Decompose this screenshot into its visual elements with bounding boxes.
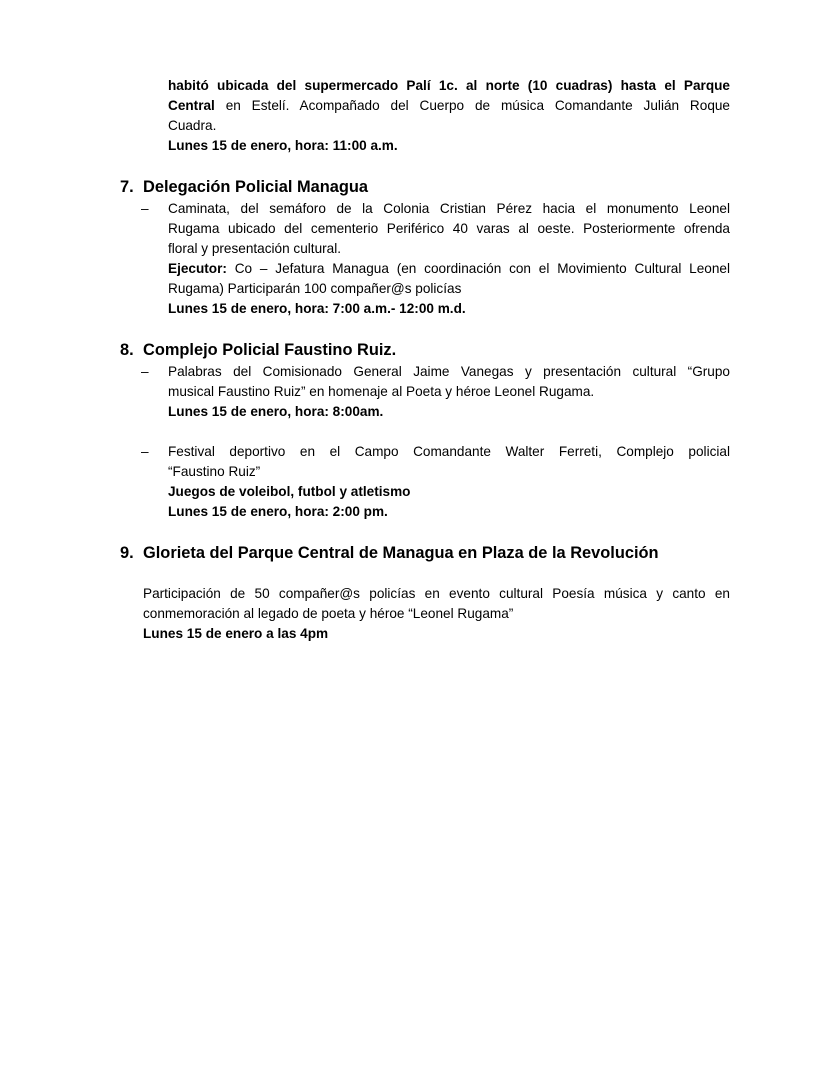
section-8-item-2-bullet: – xyxy=(141,444,149,459)
section-8-title: Complejo Policial Faustino Ruiz. xyxy=(143,341,397,359)
section-7-heading xyxy=(120,176,368,198)
section-8-item-1-bullet: – xyxy=(141,364,149,379)
section-8-item-1-line-2: musical Faustino Ruiz” en homenaje al Poeta y héroe Leonel Rugama. xyxy=(168,384,595,399)
continuation-line-2-bold: Central xyxy=(168,98,215,113)
section-8-item-1 xyxy=(168,362,730,422)
section-7-item-1-line-3: floral y presentación cultural. xyxy=(168,241,342,256)
section-9-line-2: conmemoración al legado de poeta y héroe “Leonel Rugama” xyxy=(143,606,514,621)
section-9-title: Glorieta del Parque Central de Managua en Plaza de la Revolución xyxy=(143,544,659,562)
section-9-date: Lunes 15 de enero a las 4pm xyxy=(143,626,329,641)
section-8-item-2-activities: Juegos de voleibol, futbol y atletismo xyxy=(168,484,411,499)
section-7-title: Delegación Policial Managua xyxy=(143,178,368,196)
section-8-item-2-line-1: Festival deportivo en el Campo Comandante Walter Ferreti, Complejo policial xyxy=(168,444,730,459)
section-7-item-1 xyxy=(168,199,730,319)
section-8-item-1-line-1: Palabras del Comisionado General Jaime Vanegas y presentación cultural “Grupo xyxy=(168,364,730,379)
section-8-item-2 xyxy=(168,442,730,522)
section-7-date: Lunes 15 de enero, hora: 7:00 a.m.- 12:00 m.d. xyxy=(168,301,466,316)
section-7-item-1-line-1: Caminata, del semáforo de la Colonia Cristian Pérez hacia el monumento Leonel xyxy=(168,201,730,216)
section-7-executor-text: Co – Jefatura Managua (en coordinación con el Movimiento Cultural Leonel xyxy=(226,261,730,276)
section-8-number: 8. xyxy=(120,341,134,359)
section-9-line-1: Participación de 50 compañer@s policías en evento cultural Poesía música y canto en xyxy=(143,586,730,601)
continuation-line-2-rest: en Estelí. Acompañado del Cuerpo de música Comandante Julián Roque xyxy=(214,98,730,113)
section-9-number: 9. xyxy=(120,544,134,562)
continuation-block xyxy=(168,76,730,156)
section-8-item-2-date: Lunes 15 de enero, hora: 2:00 pm. xyxy=(168,504,388,519)
section-8-heading xyxy=(120,339,396,361)
continuation-date: Lunes 15 de enero, hora: 11:00 a.m. xyxy=(168,138,398,153)
section-9-paragraph xyxy=(143,584,730,644)
continuation-line-3: Cuadra. xyxy=(168,118,217,133)
section-7-executor-line-2: Rugama) Participarán 100 compañer@s policías xyxy=(168,281,462,296)
section-7-executor-line-1 xyxy=(168,259,730,279)
section-7-number: 7. xyxy=(120,178,134,196)
continuation-line-1: habitó ubicada del supermercado Palí 1c. al norte (10 cuadras) hasta el Parque xyxy=(168,78,730,93)
section-7-executor-label: Ejecutor: xyxy=(168,261,227,276)
section-7-item-1-line-2: Rugama ubicado del cementerio Periférico 40 varas al oeste. Posteriormente ofrenda xyxy=(168,221,730,236)
section-8-item-2-line-2: “Faustino Ruiz” xyxy=(168,464,261,479)
section-9-heading xyxy=(120,542,659,564)
section-8-item-1-date: Lunes 15 de enero, hora: 8:00am. xyxy=(168,404,384,419)
continuation-line-2 xyxy=(168,96,730,116)
section-7-item-1-bullet: – xyxy=(141,201,149,216)
